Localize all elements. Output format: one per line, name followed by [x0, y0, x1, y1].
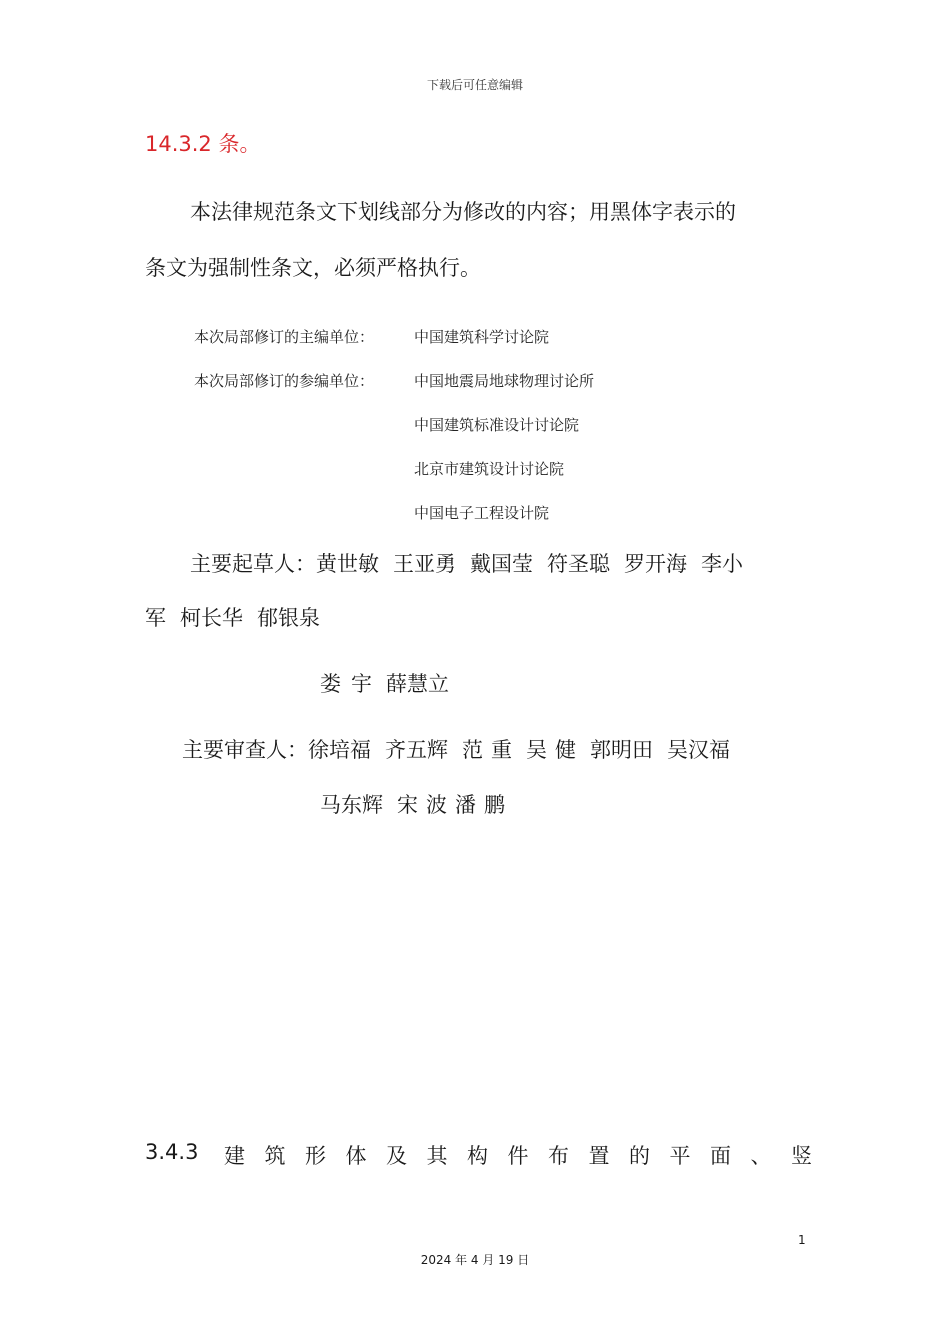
drafter-name: 罗开海	[624, 552, 687, 576]
drafter-name: 军	[145, 606, 166, 630]
participant-unit: 中国电子工程设计院	[414, 504, 550, 522]
participant-label: 本次局部修订的参编单位：	[194, 372, 375, 390]
participant-unit: 中国地震局地球物理讨论所	[414, 372, 595, 390]
reviewer-name: 郭明田	[590, 738, 653, 762]
drafter-name: 柯长华	[180, 606, 243, 630]
drafter-name: 郁银泉	[257, 606, 320, 630]
reference-clause: 14.3.2 条。	[145, 132, 261, 156]
reviewer-name: 吴汉福	[667, 738, 730, 762]
participant-unit: 中国建筑标准设计讨论院	[414, 416, 580, 434]
drafter-name: 黄世敏	[316, 552, 379, 576]
chief-unit: 中国建筑科学讨论院	[414, 328, 550, 346]
reviewer-name: 重	[491, 738, 512, 762]
drafter-name: 李小	[701, 552, 743, 576]
reviewer-name: 范	[462, 738, 483, 762]
chief-unit-label: 本次局部修订的主编单位：	[194, 328, 375, 346]
reviewers-line1	[182, 734, 730, 764]
drafter-name: 娄	[320, 672, 341, 696]
reviewer-name: 吴	[526, 738, 547, 762]
clause-number: 3.4.3	[145, 1140, 199, 1164]
drafters-label: 主要起草人：	[190, 552, 316, 576]
page-header: 下载后可任意编辑	[426, 78, 523, 92]
drafter-name: 王亚勇	[393, 552, 456, 576]
reviewer-name: 宋	[397, 793, 418, 817]
drafters-line2	[145, 602, 334, 632]
reviewer-name: 波	[426, 793, 447, 817]
reviewers-label: 主要审查人：	[182, 738, 308, 762]
drafter-name: 符圣聪	[547, 552, 610, 576]
intro-paragraph-line2: 条文为强制性条文，必须严格执行。	[145, 256, 481, 280]
footer-date: 2024 年 4 月 19 日	[420, 1253, 530, 1267]
drafter-name: 宇	[351, 672, 372, 696]
reviewer-name: 鹏	[484, 793, 505, 817]
reviewer-name: 马东辉	[320, 793, 383, 817]
reviewer-name: 健	[555, 738, 576, 762]
clause-text: 建筑形体及其构件布置的平面、竖	[224, 1144, 832, 1168]
drafter-name: 薛慧立	[386, 672, 449, 696]
reviewers-line2	[320, 789, 505, 819]
drafters-line3	[320, 668, 463, 698]
intro-paragraph-line1: 本法律规范条文下划线部分为修改的内容；用黑体字表示的	[190, 200, 736, 224]
drafter-name: 戴国莹	[470, 552, 533, 576]
drafters-line1	[190, 548, 743, 578]
reviewer-name: 潘	[455, 793, 476, 817]
reviewer-name: 齐五辉	[385, 738, 448, 762]
reviewer-name: 徐培福	[308, 738, 371, 762]
participant-unit: 北京市建筑设计讨论院	[414, 460, 565, 478]
page-number: 1	[798, 1233, 806, 1247]
